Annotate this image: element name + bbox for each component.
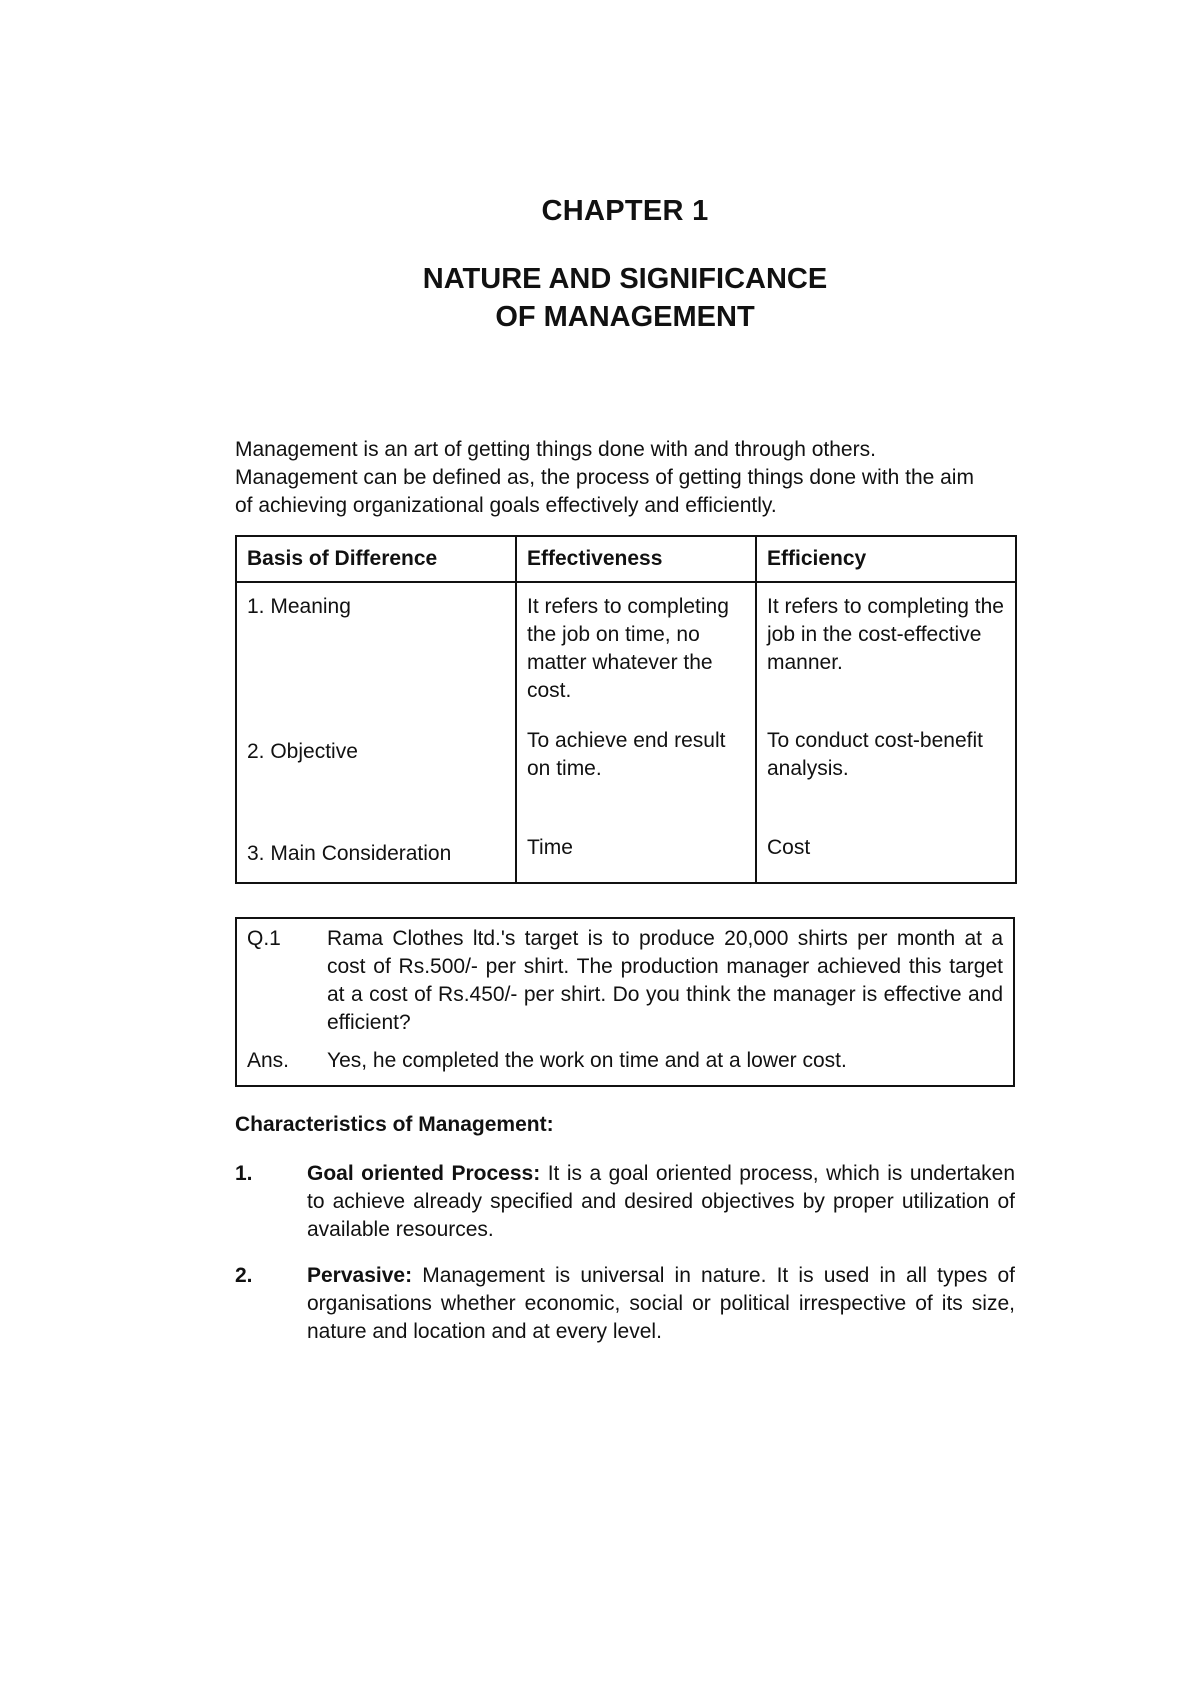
question-label: Q.1 <box>247 927 281 950</box>
answer-row <box>237 1047 1013 1075</box>
row-basis: 2. Objective <box>236 727 516 834</box>
list-item <box>235 1160 1015 1244</box>
row-effectiveness: It refers to completing the job on time, no matter whatever the cost. <box>516 582 756 727</box>
intro-line: Management is an art of getting things done with and through others. <box>235 438 876 461</box>
comparison-table <box>235 535 1017 884</box>
header-efficiency: Efficiency <box>756 536 1016 582</box>
question-row <box>237 925 1013 1037</box>
chapter-number: CHAPTER 1 <box>541 195 709 227</box>
row-basis: 3. Main Consideration <box>236 834 516 883</box>
intro-line: of achieving organizational goals effectively and efficiently. <box>235 494 777 517</box>
characteristics-list <box>235 1160 1015 1364</box>
table-row <box>236 727 1016 834</box>
header-effectiveness: Effectiveness <box>516 536 756 582</box>
chapter-title-line: NATURE AND SIGNIFICANCE <box>422 263 828 295</box>
table-row <box>236 582 1016 727</box>
row-efficiency: It refers to completing the job in the cost-effective manner. <box>756 582 1016 727</box>
answer-text: Yes, he completed the work on time and at a lower cost. <box>327 1049 847 1072</box>
row-effectiveness: Time <box>516 834 756 883</box>
row-efficiency: To conduct cost-benefit analysis. <box>756 727 1016 834</box>
answer-label: Ans. <box>247 1049 290 1072</box>
item-term: Pervasive: <box>307 1264 413 1287</box>
item-number: 2. <box>235 1264 253 1287</box>
row-effectiveness: To achieve end result on time. <box>516 727 756 834</box>
chapter-title-line: OF MANAGEMENT <box>495 301 755 333</box>
header-basis: Basis of Difference <box>236 536 516 582</box>
chapter-title <box>235 260 1015 336</box>
row-efficiency: Cost <box>756 834 1016 883</box>
table-row <box>236 834 1016 883</box>
question-text: Rama Clothes ltd.'s target is to produce 20,000 shirts per month at a cost of Rs.500/- per shirt. The production manager achieved this target at a cost of Rs.450/- per shirt. Do you think the manager is effective and efficient? <box>327 927 1003 1034</box>
intro-paragraph <box>235 436 1015 520</box>
intro-line: Management can be defined as, the process of getting things done with the aim <box>235 466 974 489</box>
table-header-row <box>236 536 1016 582</box>
list-item <box>235 1262 1015 1346</box>
item-term: Goal oriented Process: <box>307 1162 541 1185</box>
item-number: 1. <box>235 1162 253 1185</box>
item-body <box>307 1262 1015 1346</box>
item-body <box>307 1160 1015 1244</box>
item-text: It is a goal oriented process, which is undertaken to achieve already specified and desired objectives by proper utilization of available resources. <box>307 1162 1016 1241</box>
question-box <box>235 917 1015 1087</box>
characteristics-heading: Characteristics of Management: <box>235 1113 554 1136</box>
row-basis: 1. Meaning <box>236 582 516 727</box>
item-text: Management is universal in nature. It is used in all types of organisations whether economic, social or political irrespective of its size, nature and location and at every level. <box>307 1264 1015 1343</box>
